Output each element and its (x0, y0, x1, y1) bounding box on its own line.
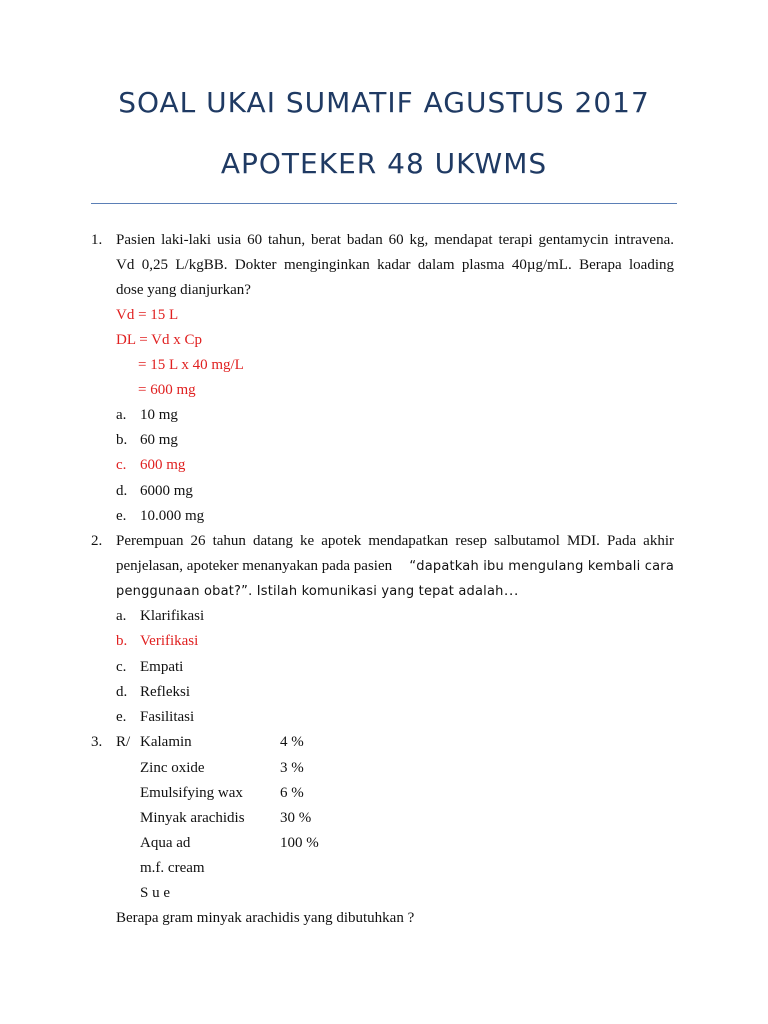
q1-option-c-letter: c. (116, 457, 127, 473)
q2-option-e: Fasilitasi (140, 709, 195, 725)
page-subtitle: APOTEKER 48 UKWMS (220, 147, 548, 180)
q2-option-b-answer: Verifikasi (140, 633, 199, 649)
q2-option-b-letter: b. (116, 633, 128, 649)
q1-work-result: = 600 mg (138, 382, 196, 398)
q1-text-line2: Vd 0,25 L/kgBB. Dokter menginginkan kadar dalam plasma 40µg/mL. Berapa loading (116, 257, 674, 273)
q2-option-e-letter: e. (116, 709, 127, 725)
q3-rx-symbol: R/ (116, 734, 131, 750)
q1-option-b: 60 mg (140, 432, 178, 448)
q1-text-line3: dose yang dianjurkan? (116, 282, 251, 298)
q2-number: 2. (91, 533, 103, 549)
q1-option-e-letter: e. (116, 508, 127, 524)
q2-text-line1: Perempuan 26 tahun datang ke apotek mendapatkan resep salbutamol MDI. Pada akhir (116, 533, 674, 549)
q1-number: 1. (91, 232, 103, 248)
page-title: SOAL UKAI SUMATIF AGUSTUS 2017 (118, 86, 650, 119)
title-divider (91, 203, 677, 204)
q2-option-a-letter: a. (116, 608, 127, 624)
ingredient-name-zinc-oxide: Zinc oxide (140, 760, 205, 776)
q2-option-c: Empati (140, 659, 184, 675)
ingredient-amount-aqua-ad: 100 % (280, 835, 319, 851)
q1-work-vd: Vd = 15 L (116, 307, 179, 323)
q2-text-line3-ellipsis: … (503, 583, 519, 599)
q1-option-a-letter: a. (116, 407, 127, 423)
q2-option-d: Refleksi (140, 684, 190, 700)
ingredient-name-emulsifying-wax: Emulsifying wax (140, 785, 243, 801)
ingredient-amount-minyak-arachidis: 30 % (280, 810, 312, 826)
q3-signa: S u e (140, 885, 170, 901)
q1-option-b-letter: b. (116, 432, 128, 448)
q1-option-c-answer: 600 mg (140, 457, 186, 473)
q2-text-line2-b: “dapatkah ibu mengulang kembali cara (409, 559, 674, 574)
ingredient-name-minyak-arachidis: Minyak arachidis (140, 810, 245, 826)
q1-option-d-letter: d. (116, 483, 128, 499)
q2-text-line2 (116, 554, 674, 579)
q2-option-a: Klarifikasi (140, 608, 205, 624)
q1-option-a: 10 mg (140, 407, 178, 423)
q1-option-e: 10.000 mg (140, 508, 205, 524)
ingredient-name-kalamin: Kalamin (140, 734, 192, 750)
ingredient-name-aqua-ad: Aqua ad (140, 835, 191, 851)
ingredient-amount-kalamin: 4 % (280, 734, 304, 750)
q1-option-d: 6000 mg (140, 483, 193, 499)
q3-question: Berapa gram minyak arachidis yang dibutuhkan ? (116, 910, 415, 926)
q2-text-line3 (116, 579, 519, 604)
ingredient-amount-zinc-oxide: 3 % (280, 760, 304, 776)
ingredient-amount-emulsifying-wax: 6 % (280, 785, 304, 801)
q1-text-line1: Pasien laki-laki usia 60 tahun, berat badan 60 kg, mendapat terapi gentamycin intravena. (116, 232, 674, 248)
q2-text-line2-a: penjelasan, apoteker menanyakan pada pasien (116, 558, 393, 574)
q2-option-c-letter: c. (116, 659, 127, 675)
q2-option-d-letter: d. (116, 684, 128, 700)
q1-work-step: = 15 L x 40 mg/L (138, 357, 244, 373)
q2-text-line3-a: penggunaan obat?”. Istilah komunikasi yang tepat adalah (116, 584, 504, 599)
q3-number: 3. (91, 734, 103, 750)
q3-mf-cream: m.f. cream (140, 860, 205, 876)
q1-work-dl: DL = Vd x Cp (116, 332, 202, 348)
